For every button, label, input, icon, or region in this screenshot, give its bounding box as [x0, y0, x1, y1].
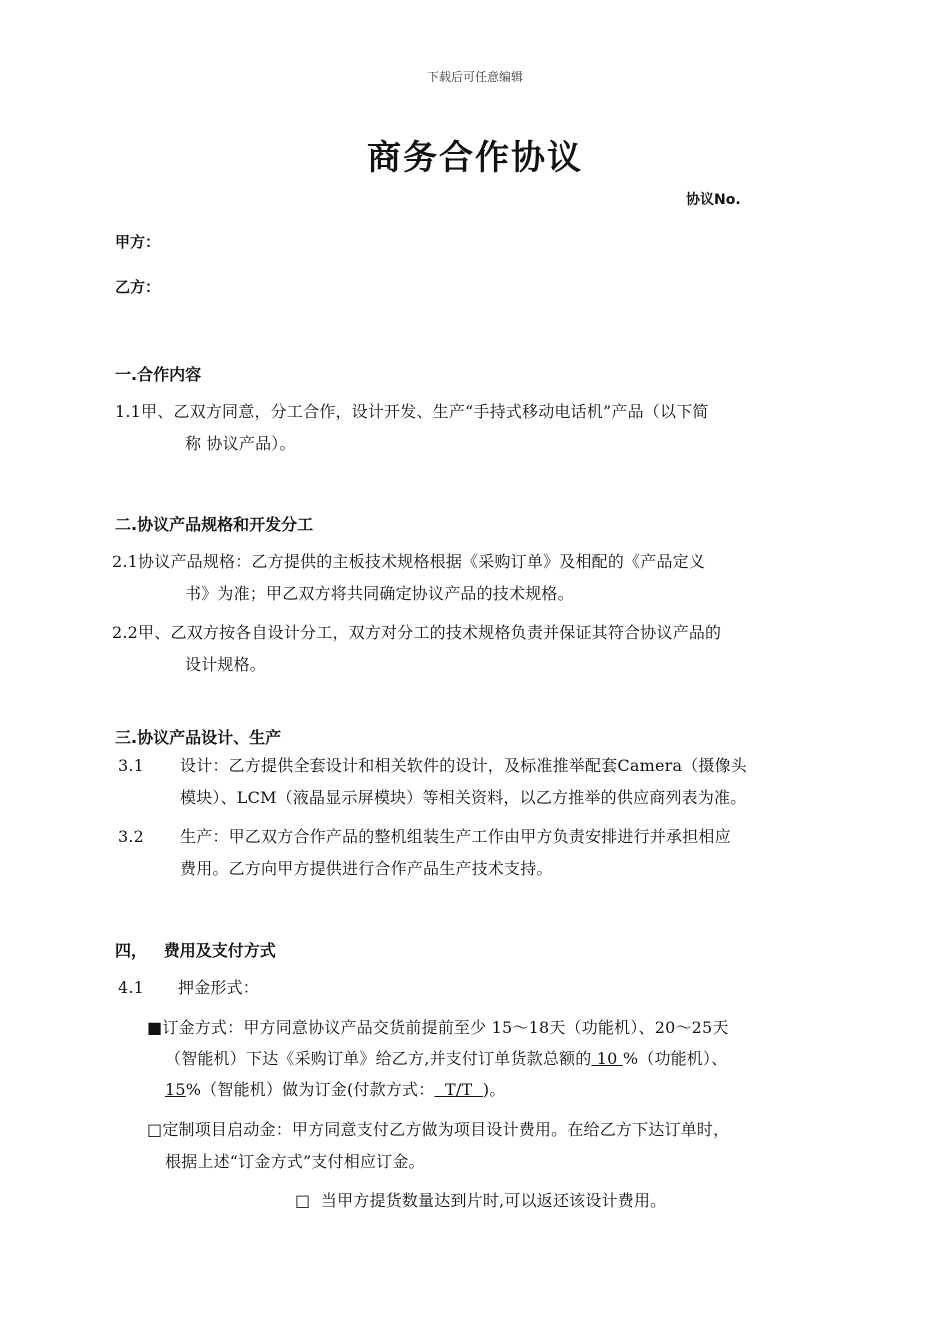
section-1-heading: 一.合作内容 [115, 365, 202, 384]
clause-3-2-number: 3.2 [118, 827, 145, 846]
clause-3-1-line-2: 模块）、LCM（液晶显示屏模块）等相关资料，以乙方推举的供应商列表为准。 [180, 788, 747, 807]
clause-3-2-line-1: 生产：甲乙双方合作产品的整机组装生产工作由甲方负责安排进行并承担相应 [180, 827, 731, 846]
deposit-option-line-3: 15%（智能机）做为订金(付款方式： T/T )。 [165, 1080, 506, 1099]
clause-4-1-number: 4.1 [118, 978, 145, 997]
section-4-heading: 四， 费用及支付方式 [115, 941, 276, 960]
section-3-heading: 三.协议产品设计、生产 [115, 728, 282, 747]
clause-3-1-number: 3.1 [118, 756, 145, 775]
header-note: 下载后可任意编辑 [426, 70, 523, 84]
page-title: 商务合作协议 [367, 138, 583, 178]
clause-2-1-line-1: 2.1协议产品规格：乙方提供的主板技术规格根据《采购订单》及相配的《产品定义 [112, 552, 706, 571]
startup-fund-line-1: □定制项目启动金：甲方同意支付乙方做为项目设计费用。在给乙方下达订单时， [147, 1120, 730, 1139]
clause-4-1-label: 押金形式： [178, 978, 260, 997]
clause-3-2-line-2: 费用。乙方向甲方提供进行合作产品生产技术支持。 [180, 859, 553, 878]
agreement-number: 协议No. [686, 192, 741, 208]
deposit-percent-smart: 15 [165, 1080, 186, 1099]
clause-2-2-line-2: 设计规格。 [185, 655, 267, 674]
section-2-heading: 二.协议产品规格和开发分工 [115, 515, 314, 534]
refund-condition: □ 当甲方提货数量达到片时,可以返还该设计费用。 [295, 1191, 667, 1210]
startup-fund-line-2: 根据上述“订金方式”支付相应订金。 [165, 1152, 425, 1171]
clause-3-1-line-1: 设计：乙方提供全套设计和相关软件的设计，及标准推举配套Camera（摄像头 [180, 756, 748, 775]
deposit-option-line-2: （智能机）下达《采购订单》给乙方,并支付订单货款总额的 10 %（功能机）、 [165, 1049, 728, 1068]
clause-1-1-line-1: 1.1甲、乙双方同意，分工合作，设计开发、生产“手持式移动电话机”产品（以下简 [115, 402, 709, 421]
clause-1-1-line-2: 称 协议产品）。 [185, 434, 296, 453]
party-b-label: 乙方： [115, 278, 161, 296]
party-a-label: 甲方： [115, 233, 161, 251]
clause-2-2-line-1: 2.2甲、乙双方按各自设计分工，双方对分工的技术规格负责并保证其符合协议产品的 [112, 623, 722, 642]
deposit-percent-feature: 10 [591, 1049, 623, 1068]
deposit-option-line-1: ■订金方式：甲方同意协议产品交货前提前至少 15～18天（功能机）、20～25天 [147, 1018, 729, 1037]
payment-method: T/T [434, 1080, 483, 1099]
clause-2-1-line-2: 书》为准；甲乙双方将共同确定协议产品的技术规格。 [185, 584, 574, 603]
